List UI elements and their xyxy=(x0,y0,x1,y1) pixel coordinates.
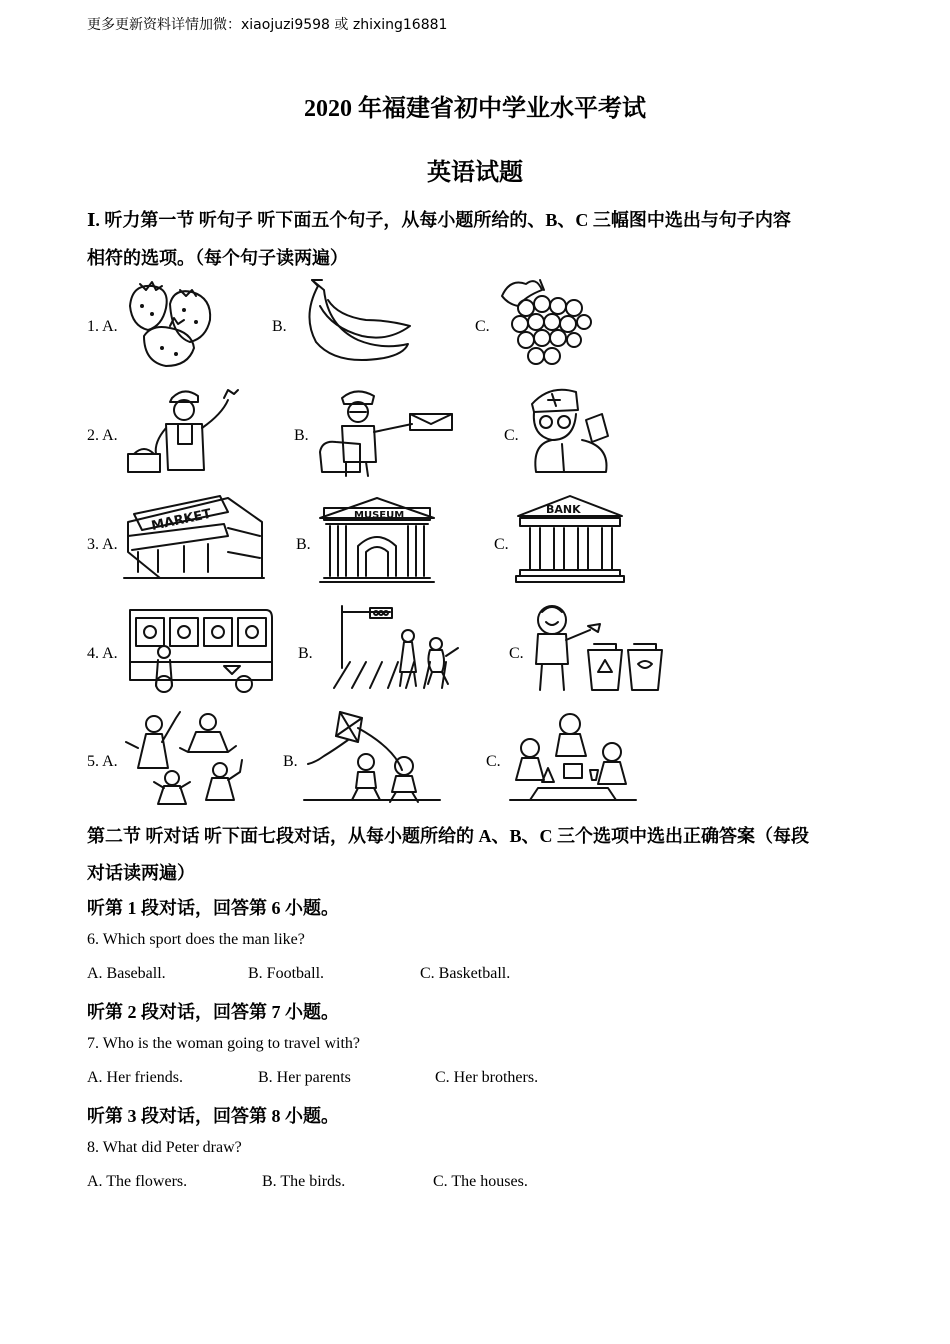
dialogue2-heading: 听第 2 段对话，回答第 7 小题。 xyxy=(87,1002,339,1022)
q6-option-c: C. Basketball. xyxy=(420,965,511,982)
header-note: 更多更新资料详情加微：xiaojuzi9598 或 zhixing16881 xyxy=(87,17,448,33)
row5-label-c: C. xyxy=(486,753,501,770)
row1-label-a: 1. A. xyxy=(87,318,118,335)
page-subtitle: 英语试题 xyxy=(427,160,523,186)
row3-label-a: 3. A. xyxy=(87,536,118,553)
part2-intro-line2: 对话读两遍） xyxy=(87,863,195,883)
row1-label-c: C. xyxy=(475,318,490,335)
page-title: 2020 年福建省初中学业水平考试 xyxy=(304,96,646,122)
q8-option-b: B. The birds. xyxy=(262,1173,346,1190)
market-icon xyxy=(124,492,264,582)
q6-option-a: A. Baseball. xyxy=(87,965,166,982)
worker-icon xyxy=(124,384,254,476)
bank-sign-text: BANK xyxy=(546,503,581,516)
recycling-icon xyxy=(530,600,666,694)
market-sign-text: MARKET xyxy=(150,506,213,534)
question-7: 7. Who is the woman going to travel with? xyxy=(87,1035,360,1052)
row3-label-b: B. xyxy=(296,536,311,553)
q8-option-c: C. The houses. xyxy=(433,1173,528,1190)
museum-icon xyxy=(316,494,438,582)
row1-label-b: B. xyxy=(272,318,287,335)
kite-icon xyxy=(304,708,440,804)
row4-label-c: C. xyxy=(509,645,524,662)
row2-label-c: C. xyxy=(504,427,519,444)
grapes-icon xyxy=(496,276,596,370)
dancers-icon xyxy=(124,708,250,804)
q6-option-b: B. Football. xyxy=(248,965,325,982)
bank-icon xyxy=(514,494,626,582)
crosswalk-icon xyxy=(330,602,464,692)
bananas-icon xyxy=(292,276,416,370)
row2-label-a: 2. A. xyxy=(87,427,118,444)
row5-label-b: B. xyxy=(283,753,298,770)
dialogue3-heading: 听第 3 段对话，回答第 8 小题。 xyxy=(87,1106,339,1126)
dialogue1-heading: 听第 1 段对话，回答第 6 小题。 xyxy=(87,898,339,918)
row4-label-b: B. xyxy=(298,645,313,662)
row4-label-a: 4. A. xyxy=(87,645,118,662)
q7-option-c: C. Her brothers. xyxy=(435,1069,539,1086)
q7-option-a: A. Her friends. xyxy=(87,1069,183,1086)
picnic-icon xyxy=(508,708,638,802)
question-8: 8. What did Peter draw? xyxy=(87,1139,242,1156)
postman-icon xyxy=(316,386,456,476)
part2-intro-line1: 第二节 听对话 听下面七段对话，从每小题所给的 A、B、C 三个选项中选出正确答案（每段 xyxy=(87,826,809,846)
museum-sign-text: MUSEUM xyxy=(354,510,405,521)
row2-label-b: B. xyxy=(294,427,309,444)
bus-icon xyxy=(124,602,274,694)
part1-intro-line2: 相符的选项。（每个句子读两遍） xyxy=(87,248,348,268)
strawberries-icon xyxy=(122,276,222,368)
q8-option-a: A. The flowers. xyxy=(87,1173,188,1190)
row3-label-c: C. xyxy=(494,536,509,553)
q7-option-b: B. Her parents xyxy=(258,1069,351,1086)
part1-intro-line1: Ⅰ. 听力第一节 听句子 听下面五个句子，从每小题所给的、B、C 三幅图中选出与句子内容 xyxy=(87,210,791,230)
doctor-icon xyxy=(522,384,618,476)
row5-label-a: 5. A. xyxy=(87,753,118,770)
question-6: 6. Which sport does the man like? xyxy=(87,931,305,948)
